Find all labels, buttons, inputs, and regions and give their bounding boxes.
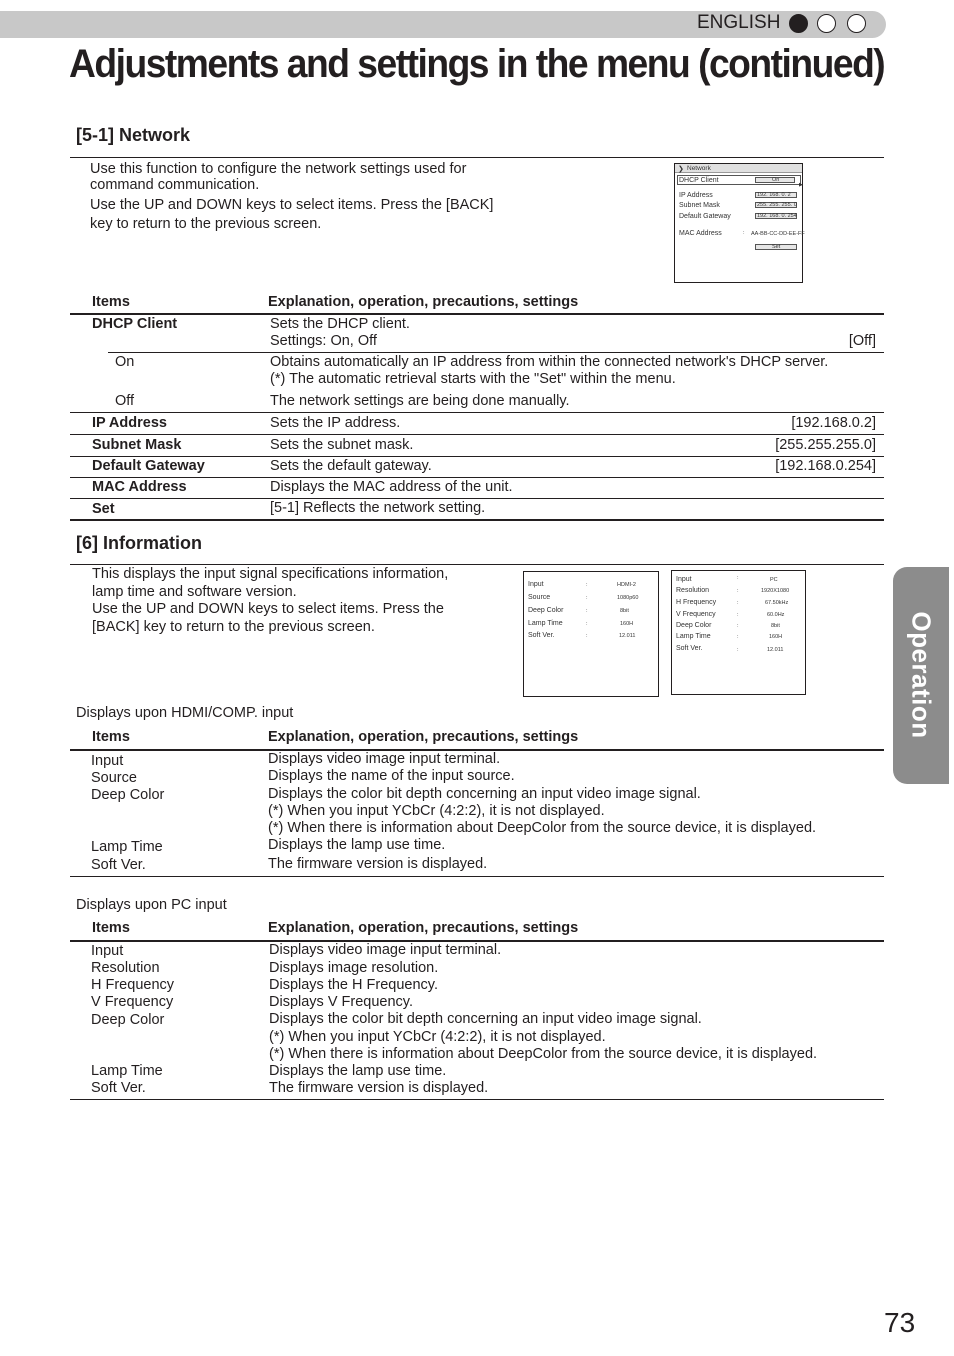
- pc-label-soft-ver: Soft Ver.: [676, 645, 703, 652]
- pc-item-lamp-time: Lamp Time: [91, 1063, 163, 1079]
- pc-colon: :: [737, 575, 739, 581]
- screen-set-label: Set: [772, 244, 781, 250]
- item-mac-address: MAC Address: [92, 479, 187, 495]
- page-title: Adjustments and settings in the menu (continued): [69, 42, 885, 86]
- table-header-explanation: Explanation, operation, precautions, settings: [268, 920, 579, 936]
- section-divider: [70, 157, 884, 158]
- hdmi-colon: :: [586, 595, 588, 601]
- table-header-explanation: Explanation, operation, precautions, settings: [268, 729, 579, 745]
- intro-line: Use this function to configure the network settings used for: [90, 161, 467, 177]
- pc-desc-line: Displays the H Frequency.: [269, 977, 438, 993]
- intro-line: lamp time and software version.: [92, 583, 297, 600]
- row-divider: [70, 412, 884, 413]
- section-heading-network: [5-1] Network: [76, 125, 191, 145]
- hdmi-desc-line: Displays the lamp use time.: [268, 837, 446, 853]
- pc-label-h-frequency: H Frequency: [676, 599, 717, 606]
- hdmi-colon: :: [586, 633, 588, 639]
- intro-line: [BACK] key to return to the previous screen.: [92, 618, 375, 635]
- hdmi-desc-line: Displays the color bit depth concerning an input video image signal.: [268, 786, 701, 802]
- pc-desc-line: Displays the color bit depth concerning an input video image signal.: [269, 1011, 702, 1027]
- hdmi-desc-line: The firmware version is displayed.: [268, 856, 488, 872]
- pc-colon: :: [737, 647, 739, 653]
- side-tab-label: Operation: [906, 611, 937, 739]
- hdmi-item-soft-ver: Soft Ver.: [91, 857, 146, 873]
- screen-gateway-value: 192. 168. 0. 254: [757, 213, 797, 219]
- hdmi-item-deep-color: Deep Color: [91, 787, 165, 803]
- hdmi-value-lamp-time: 160H: [620, 621, 634, 627]
- set-desc: [5-1] Reflects the network setting.: [270, 500, 486, 516]
- screen-title: Network: [687, 165, 711, 172]
- ip-desc: Sets the IP address.: [270, 415, 401, 431]
- dhcp-settings: Settings: On, Off: [270, 333, 377, 349]
- dhcp-desc: Sets the DHCP client.: [270, 316, 410, 332]
- pc-caption: Displays upon PC input: [76, 897, 227, 913]
- intro-line: key to return to the previous screen.: [90, 216, 322, 232]
- intro-line: This displays the input signal specifications information,: [92, 566, 449, 582]
- pc-desc-line: The firmware version is displayed.: [269, 1080, 489, 1096]
- pc-item-v-frequency: V Frequency: [91, 994, 174, 1010]
- item-on: On: [115, 354, 135, 370]
- hdmi-desc-line: Displays video image input terminal.: [268, 751, 501, 767]
- section-heading-information: [6] Information: [76, 533, 202, 553]
- mac-desc: Displays the MAC address of the unit.: [270, 479, 513, 495]
- item-set: Set: [92, 501, 115, 517]
- pc-desc-line: Displays video image input terminal.: [269, 942, 502, 958]
- language-indicator-dot-filled: [789, 14, 808, 33]
- pc-value-input: PC: [770, 577, 778, 583]
- gateway-default: [192.168.0.254]: [775, 458, 876, 474]
- pc-colon: :: [737, 588, 739, 594]
- row-divider: [70, 498, 884, 499]
- pc-desc-line: Displays the lamp use time.: [269, 1063, 447, 1079]
- info-screen-pc: [671, 570, 806, 695]
- pc-item-h-frequency: H Frequency: [91, 977, 175, 993]
- off-desc: The network settings are being done manually.: [270, 393, 570, 409]
- hdmi-item-input: Input: [91, 753, 124, 769]
- table-bottom-rule: [70, 1099, 884, 1100]
- table-header-items: Items: [92, 729, 130, 745]
- hdmi-desc-line: Displays the name of the input source.: [268, 768, 515, 784]
- information-intro: [92, 566, 448, 636]
- pc-item-deep-color: Deep Color: [91, 1012, 165, 1028]
- network-intro: [90, 160, 493, 234]
- table-header-rule: [70, 313, 884, 315]
- table-header-items: Items: [92, 294, 130, 310]
- on-desc: Obtains automatically an IP address from within the connected network's DHCP server.: [270, 354, 829, 370]
- table-bottom-rule: [70, 876, 884, 877]
- table-header-explanation: Explanation, operation, precautions, settings: [268, 294, 579, 310]
- screen-gateway-label: Default Gateway: [679, 213, 731, 220]
- pc-value-soft-ver: 12.011: [767, 647, 784, 653]
- intro-line: command communication.: [90, 177, 260, 193]
- table-header-items: Items: [92, 920, 130, 936]
- row-divider: [70, 456, 884, 457]
- hdmi-value-input: HDMI-2: [617, 582, 636, 588]
- pc-colon: :: [737, 634, 739, 640]
- pc-value-lamp-time: 160H: [769, 634, 783, 640]
- hdmi-value-soft-ver: 12.011: [619, 633, 636, 639]
- hdmi-colon: :: [586, 621, 588, 627]
- pc-label-resolution: Resolution: [676, 587, 710, 594]
- hdmi-desc-line: (*) When there is information about DeepColor from the source device, it is displayed.: [268, 820, 817, 836]
- screen-mask-value: 255. 255. 255. 0: [757, 202, 797, 208]
- hdmi-item-source: Source: [91, 770, 137, 786]
- pc-desc-line: (*) When there is information about DeepColor from the source device, it is displayed.: [269, 1046, 818, 1062]
- mask-desc: Sets the subnet mask.: [270, 437, 414, 453]
- language-label: ENGLISH: [697, 12, 781, 33]
- hdmi-label-input: Input: [528, 581, 544, 588]
- pc-value-deep-color: 8bit: [771, 623, 780, 629]
- intro-line: Use the UP and DOWN keys to select items. Press the [BACK]: [90, 197, 494, 213]
- table-bottom-rule: [70, 519, 884, 521]
- pc-value-v-frequency: 60.0Hz: [767, 612, 785, 618]
- item-off: Off: [115, 393, 135, 409]
- page-number: 73: [884, 1307, 916, 1338]
- hdmi-label-deep-color: Deep Color: [528, 607, 564, 614]
- chevron-right-icon: ❯: [678, 166, 684, 173]
- hdmi-label-lamp-time: Lamp Time: [528, 620, 563, 627]
- info-screen-hdmi: [523, 571, 659, 697]
- hdmi-label-source: Source: [528, 594, 551, 601]
- language-indicator-dot: [847, 14, 866, 33]
- item-default-gateway: Default Gateway: [92, 458, 205, 474]
- hdmi-value-source: 1080p60: [617, 595, 639, 601]
- pc-item-resolution: Resolution: [91, 960, 160, 976]
- pc-value-resolution: 1920X1080: [761, 588, 790, 594]
- pc-desc-line: (*) When you input YCbCr (4:2:2), it is not displayed.: [269, 1029, 606, 1045]
- dhcp-default: [Off]: [848, 333, 876, 349]
- pc-desc-line: Displays image resolution.: [269, 960, 439, 976]
- screen-ip-value: 192. 168. 0. 2: [757, 192, 791, 198]
- row-divider: [70, 434, 884, 435]
- pc-label-v-frequency: V Frequency: [676, 611, 716, 618]
- pc-colon: :: [737, 600, 739, 606]
- gateway-desc: Sets the default gateway.: [270, 458, 432, 474]
- pc-desc-line: Displays V Frequency.: [269, 994, 413, 1010]
- row-divider: [70, 477, 884, 478]
- screen-mac-value: AA-BB-CC-DD-EE-FF: [751, 231, 805, 237]
- row-divider: [108, 352, 884, 353]
- screen-mac-colon: :: [743, 230, 745, 236]
- screen-dhcp-value: On: [772, 177, 780, 183]
- hdmi-caption: Displays upon HDMI/COMP. input: [76, 705, 294, 721]
- pc-label-lamp-time: Lamp Time: [676, 633, 711, 640]
- hdmi-label-soft-ver: Soft Ver.: [528, 632, 555, 639]
- on-note: (*) The automatic retrieval starts with the "Set" within the menu.: [270, 371, 676, 387]
- pc-item-soft-ver: Soft Ver.: [91, 1080, 146, 1096]
- pc-label-deep-color: Deep Color: [676, 622, 712, 629]
- hdmi-value-deep-color: 8bit: [620, 608, 629, 614]
- hdmi-desc-line: (*) When you input YCbCr (4:2:2), it is not displayed.: [268, 803, 605, 819]
- item-dhcp-client: DHCP Client: [92, 316, 178, 332]
- pc-item-input: Input: [91, 943, 124, 959]
- item-ip-address: IP Address: [92, 415, 167, 431]
- hdmi-colon: :: [586, 582, 588, 588]
- pc-value-h-frequency: 67.50kHz: [765, 600, 789, 606]
- network-menu-screen: [674, 163, 803, 283]
- hdmi-item-lamp-time: Lamp Time: [91, 839, 163, 855]
- language-indicator-dot: [817, 14, 836, 33]
- screen-dhcp-label: DHCP Client: [679, 177, 719, 184]
- ip-default: [192.168.0.2]: [791, 415, 876, 431]
- item-subnet-mask: Subnet Mask: [92, 437, 182, 453]
- screen-mac-label: MAC Address: [679, 230, 722, 237]
- mask-default: [255.255.255.0]: [775, 437, 876, 453]
- cursor-arrow-icon: ▶: [799, 182, 803, 188]
- screen-ip-label: IP Address: [679, 192, 713, 199]
- pc-colon: :: [737, 623, 739, 629]
- hdmi-colon: :: [586, 608, 588, 614]
- screen-mask-label: Subnet Mask: [679, 202, 720, 209]
- section-divider: [70, 564, 884, 565]
- pc-label-input: Input: [676, 576, 692, 583]
- intro-line: Use the UP and DOWN keys to select items. Press the: [92, 601, 444, 617]
- pc-colon: :: [737, 612, 739, 618]
